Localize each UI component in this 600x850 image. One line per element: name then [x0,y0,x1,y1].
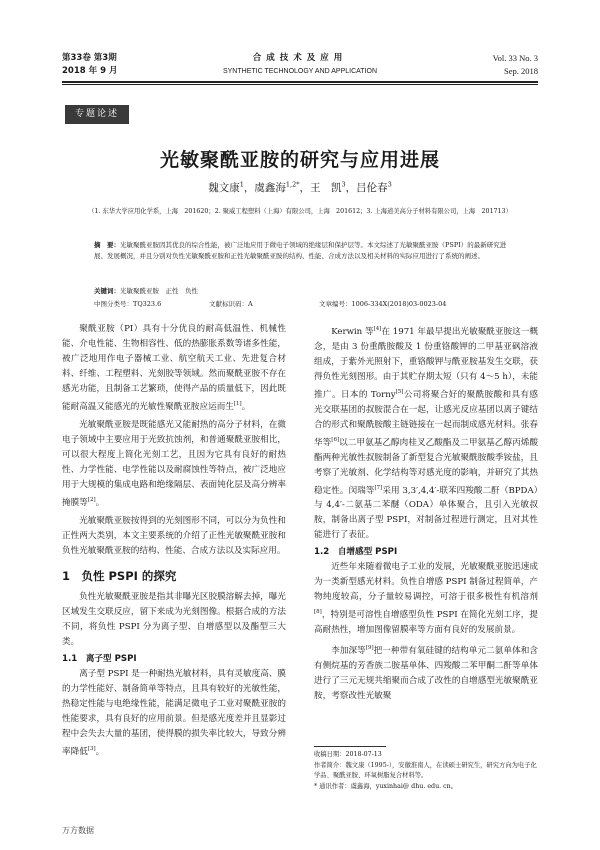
paragraph: 负性光敏聚酰亚胺是指其非曝光区胶膜溶解去掉，曝光区域发生交联反应，留下来成为光刻图像。根据合成的方法不同，将负性 PSPI 分为离子型、自增感型以及酯型三大类。 [62,591,286,647]
article-number: 文章编号：1006-334X(2018)03-0023-04 [319,300,447,308]
header-rule-thick [62,81,538,83]
paragraph [314,641,538,704]
body-column-right [314,322,538,704]
author-name: 魏文康 [208,182,240,194]
paragraph [62,667,286,760]
abstract-text: 光敏聚酰亚胺因其优良的综合性能，被广泛地应用于微电子领域的绝缘层和保护层等。本文综述了光敏聚酰亚胺（PSPI）的最新研究进展、发展概况，并且分别对负性光敏聚酰亚胺和正性光敏聚酰亚胺的结构、性能、合成方法以及相关材料的实际应用进行了系统的阐述。 [94,241,507,260]
journal-name-en: SYNTHETIC TECHNOLOGY AND APPLICATION [222,68,378,75]
citation: [5] [395,388,404,395]
header-rule-thin [62,84,538,85]
corresponding-author: * 通讯作者：虞鑫海，yuxinhai@ dhu. edu. cn。 [314,782,458,790]
paragraph-text: 。 [241,401,251,412]
citation: [8] [314,609,322,616]
author-name: 虞鑫海 [254,182,286,194]
author-affil-mark: 1,2* [285,180,300,189]
paragraph-text: 。 [95,497,105,508]
paragraph [314,322,538,543]
journal-name-cn: 合成技术及应用 [252,53,348,63]
paragraph-text: 近些年来随着微电子工业的发展，光敏聚酰亚胺迅速成为一类新型感光材料。负性自增感 PSPI 制备过程简单，产物纯度较高，分子量较易调控，可溶于很多极性有机溶剂 [314,562,538,603]
column-tag: 专题论述 [65,105,129,124]
section-heading: 1 负性 PSPI 的探究 [62,568,177,583]
volume-line: 第33卷 第3期 [62,53,117,63]
journal-name [205,52,395,78]
paragraph: 光敏聚酰亚胺按得到的光刻图形不同，可以分为负性和正性两大类别，本文主要系统的介绍了正性光敏聚酰亚胺和负性光敏聚酰亚胺的结构、性能、合成方法以及实际应用。 [62,515,286,556]
citation: [2] [87,496,96,503]
keywords [94,286,198,297]
paragraph-text: 。 [95,746,105,757]
paragraph [314,560,538,638]
paragraph-text: 聚酰亚胺（PI）具有十分优良的耐高低温性、机械性能、介电性能、生物相容性、低的热膨胀系数等诸多性能，被广泛地用作电子器械工业、航空航天工业、先进复合材料、纤维、工程塑料、光刻胶等领域。然而聚酰亚胺不存在感光功能，且制备工艺繁琐，使得产品的质量低下，因此既能耐高温又能感光的光敏性聚酰亚胺应运而生 [62,324,286,412]
article-title: 光敏聚酰亚胺的研究与应用进展 [159,149,440,171]
received-date: 收稿日期：2018-07-13 [314,751,382,758]
author-bio: 作者简介：魏文康（1995-），安徽淮南人，在读硕士研究生，研究方向为电子化学品、聚酰亚胺、环氧树脂复合材料等。 [314,761,537,779]
author-affil-mark: 3 [387,180,392,189]
paragraph-text: 离子型 PSPI 是一种耐热光敏材料，具有灵敏度高、膜的力学性能好、制备简单等特点，且具有较好的光敏性能，热稳定性能与电绝缘性能，能满足微电子工业对聚酰亚胺的性能要求，具有良好的应用前景。但是感光度差并且显影过程中会失去大量的基团，使得膜的损失率比较大，导致分辨率降低 [62,668,286,757]
citation: [7] [374,484,383,491]
abstract-label: 摘 要： [94,241,120,249]
paragraph [62,418,286,511]
author-list: 魏文康$^1$，虞鑫海$^{1,2*}$，王 凯$^3$，吕伦春$^3$ [208,180,392,194]
footnote-rule [314,746,386,747]
citation: [3] [87,745,96,752]
document-code: 文献标识码：A [209,300,253,308]
author-name: 王 凯 [309,182,342,194]
keywords-text: 光敏聚酰亚胺 正性 负性 [120,287,198,295]
paragraph-text: 以二甲氨基乙醇肉桂叉乙酸酯及二甲氨基乙醇丙烯酸酯两种光敏性叔胺制备了新型复合光敏聚酰胺酸季铵盐，且考察了光敏剂、化学结构等对感光度的影响，并研究了其热稳定性。闵瑞等 [314,437,538,496]
paragraph-text: ，特别是可溶性自增感型负性 PSPI 在简化光刻工序，提高耐热性，增加图像留膜率等方面有良好的发展前景。 [314,610,538,636]
paragraph-text: Kerwin 等 [331,326,374,337]
date-line: 2018 年 9 月 [62,66,118,76]
citation: [6] [331,436,340,443]
paragraph-text: 公司将聚合好的聚酰胺酸和具有感光交联基团的叔胺混合在一起，让感光反应基团以离子键结合的形式和聚酰胺酸主链链接在一起而制成感光材料。张春华等 [314,389,538,448]
citation: [9] [365,645,374,652]
abstract [94,240,514,262]
author-affil-mark: 1 [239,180,244,189]
paragraph-text: 在 1971 年最早提出光敏聚酰亚胺这一概念，是由 3 份重酰胺酸及 1 份重铬酸钾的二甲基亚砜溶液组成，于紫外光照射下，重铬酸钾与酰亚胺基发生交联，获得负性光刻图形。由于其贮存期太短（只有 4～5 h），未能推广。日本的 Torny [314,326,538,400]
subsection-heading: 1.2 自增感型 PSPI [314,547,398,558]
source-watermark: 万方数据 [62,826,94,835]
paragraph-text: 把一种带有氧硅键的结构单元二氨单体和含有侧烷基的芳香族二胺基单体、四羧酸二苯甲酮二酐等单体进行了三元无规共缩聚而合成了改性的自增感型光敏聚酰亚胺，考察改性光敏聚 [314,646,538,702]
date-line-en: Sep. 2018 [504,66,538,76]
author-affil-mark: 3 [341,180,346,189]
citation: [4] [373,326,382,332]
paragraph-text: 采用 3,3′,4,4′-联苯四羧酸二酐（BPDA）与 4,4′-二氨基二苯醚（ODA）单体聚合，且引入光敏叔胺，制备出离子型 PSPI，对制备过程进行测定，且对其性能进行了表征。 [314,485,538,541]
affiliations: （1. 东华大学应用化学系，上海 201620；2. 聚威工程塑料（上海）有限公司，上海 201612；3. 上海道美高分子材料有限公司，上海 201713） [88,208,512,215]
clc-number: 中图分类号：TQ323.6 [94,300,162,308]
paragraph [62,322,286,415]
author-name: 吕伦春 [356,182,388,194]
keywords-label: 关键词： [94,287,120,295]
paragraph-text: 李加深等 [331,646,366,657]
footnote [314,750,538,792]
body-column-left [62,322,286,760]
volume-issue [62,52,117,78]
subsection-heading: 1.1 离子型 PSPI [62,653,137,664]
citation: [1] [233,401,242,407]
volume-issue-en [493,52,538,78]
volume-line-en: Vol. 33 No. 3 [492,53,538,63]
paragraph-text: 光敏聚酰亚胺是既能感光又能耐热的高分子材料，在微电子领域中主要应用于光致抗蚀剂，和普通聚酰亚胺相比，可以很大程度上简化光刻工艺，且因为它具有良好的耐热性、力学性能、电学性能以及耐腐蚀性等特点，被广泛地应用于大规模的集成电路和绝缘隔层、表面钝化层及高分辨率掩膜等 [62,419,286,508]
